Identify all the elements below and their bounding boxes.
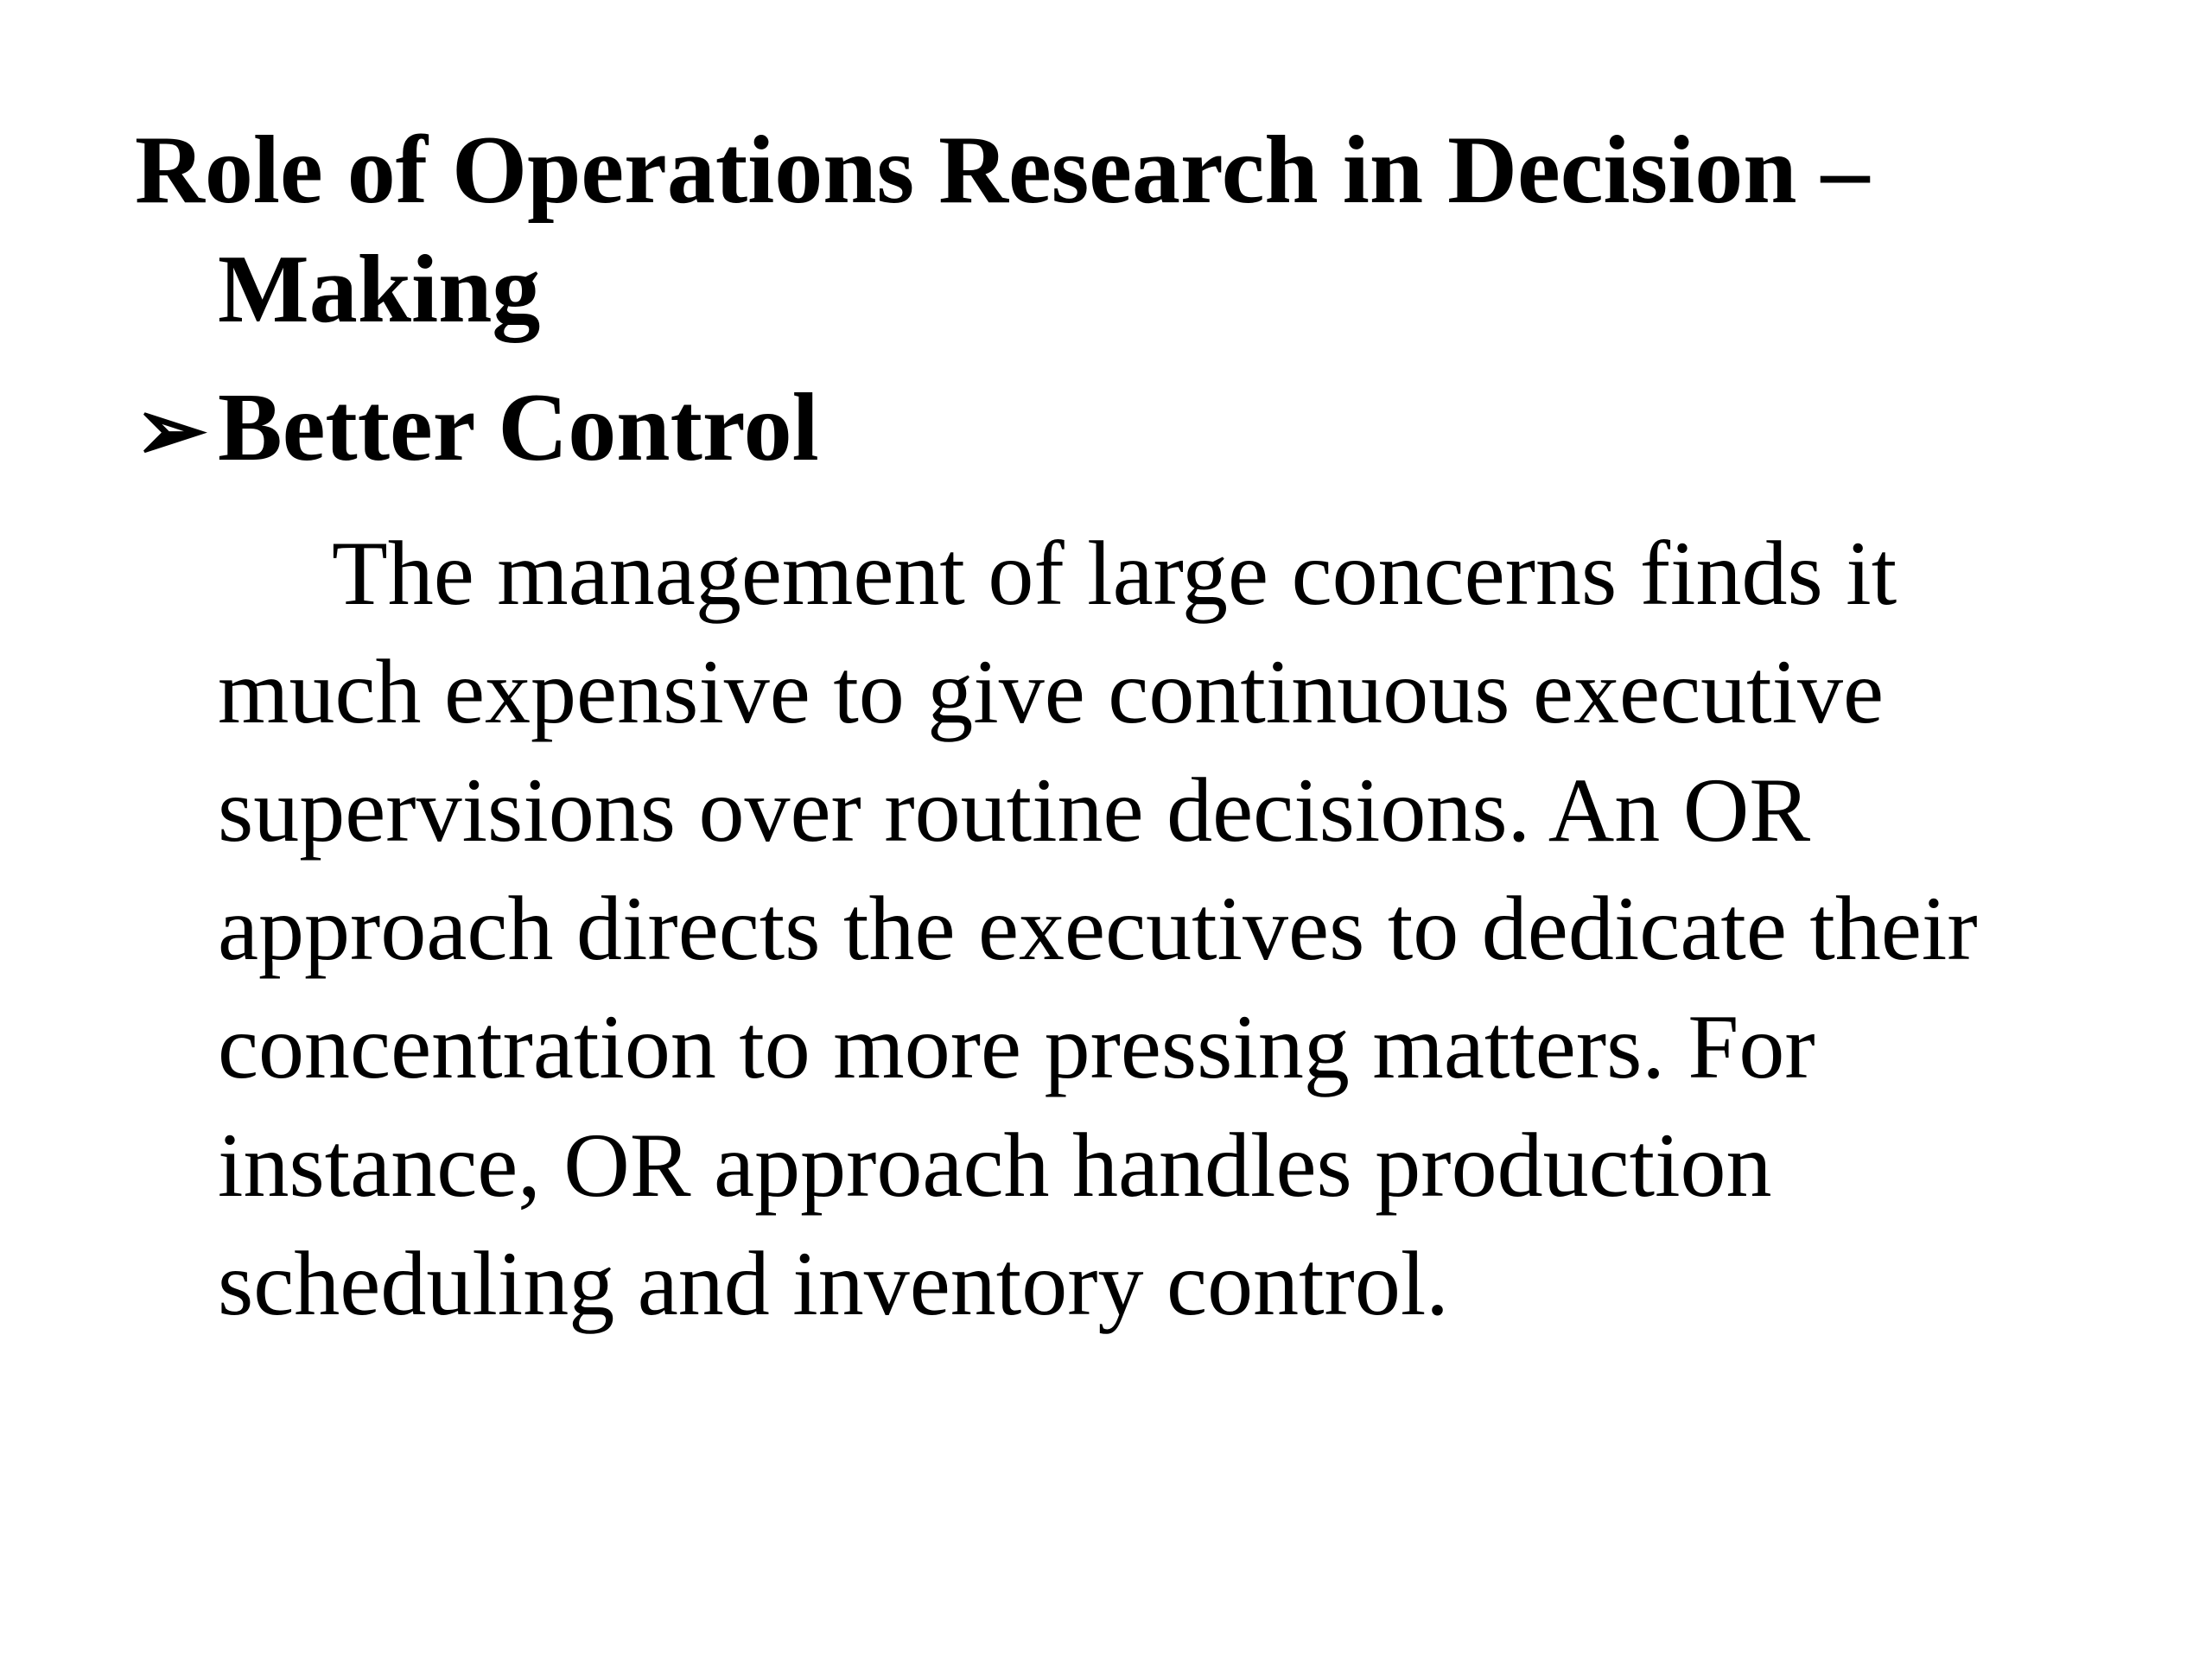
bullet-item-better-control [135, 368, 2079, 491]
bullet-heading: Better Control [218, 374, 819, 481]
slide-title: Role of Operations Research in Decision – Making [135, 117, 1870, 343]
body-paragraph: The management of large concerns finds it much expensive to give continuous executive supervisions over routine decisions. An OR approach directs the executives to dedicate their concentration to more pressing matters. For instance, OR approach handles production scheduling and inventory control. [218, 523, 1978, 1334]
arrow-bullet-icon: ➢ [135, 383, 207, 479]
